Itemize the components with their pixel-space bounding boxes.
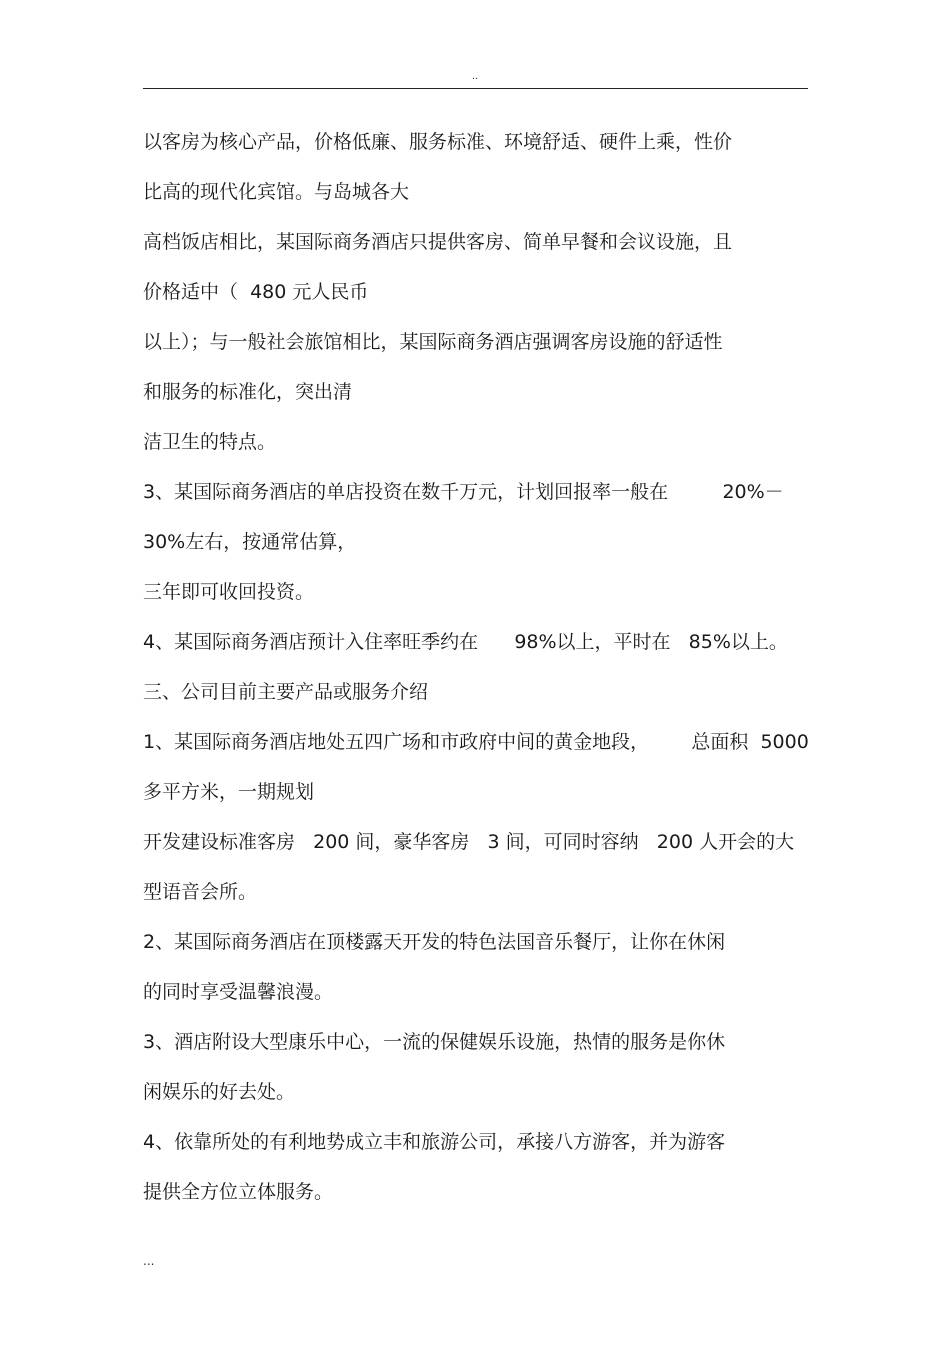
text-line: 的同时享受温馨浪漫。 xyxy=(143,981,334,1003)
text-line: 型语音会所。 xyxy=(143,881,258,903)
text-line: 提供全方位立体服务。 xyxy=(143,1181,334,1203)
footer-mark: ... xyxy=(143,1254,155,1268)
section-heading: 三、公司目前主要产品或服务介绍 xyxy=(143,681,429,703)
text-line: 1、某国际商务酒店地处五四广场和市政府中间的黄金地段， 总面积 5000 xyxy=(143,731,809,753)
text-line: 高档饭店相比，某国际商务酒店只提供客房、简单早餐和会议设施，且 xyxy=(143,231,733,253)
text-line: 比高的现代化宾馆。与岛城各大 xyxy=(143,181,410,203)
text-line: 多平方米，一期规划 xyxy=(143,781,315,803)
header-rule xyxy=(143,88,808,89)
text-line: 三年即可收回投资。 xyxy=(143,581,315,603)
text-line: 开发建设标准客房 200 间，豪华客房 3 间，可同时容纳 200 人开会的大 xyxy=(143,831,795,853)
text-line: 2、某国际商务酒店在顶楼露天开发的特色法国音乐餐厅，让你在休闲 xyxy=(143,931,726,953)
text-line: 30%左右，按通常估算， xyxy=(143,531,357,553)
text-line: 闲娱乐的好去处。 xyxy=(143,1081,296,1103)
text-line: 4、依靠所处的有利地势成立丰和旅游公司，承接八方游客，并为游客 xyxy=(143,1131,726,1153)
text-line: 以客房为核心产品，价格低廉、服务标准、环境舒适、硬件上乘，性价 xyxy=(143,131,733,153)
text-line: 洁卫生的特点。 xyxy=(143,431,277,453)
text-line: 3、某国际商务酒店的单店投资在数千万元，计划回报率一般在 20%－ xyxy=(143,481,784,503)
header-mark: .. xyxy=(471,71,479,82)
text-line: 4、某国际商务酒店预计入住率旺季约在 98%以上，平时在 85%以上。 xyxy=(143,631,788,653)
text-line: 3、酒店附设大型康乐中心，一流的保健娱乐设施，热情的服务是你休 xyxy=(143,1031,726,1053)
text-line: 和服务的标准化，突出清 xyxy=(143,381,353,403)
text-line: 以上）；与一般社会旅馆相比，某国际商务酒店强调客房设施的舒适性 xyxy=(143,331,723,353)
text-line: 价格适中（ 480 元人民币 xyxy=(143,281,369,303)
